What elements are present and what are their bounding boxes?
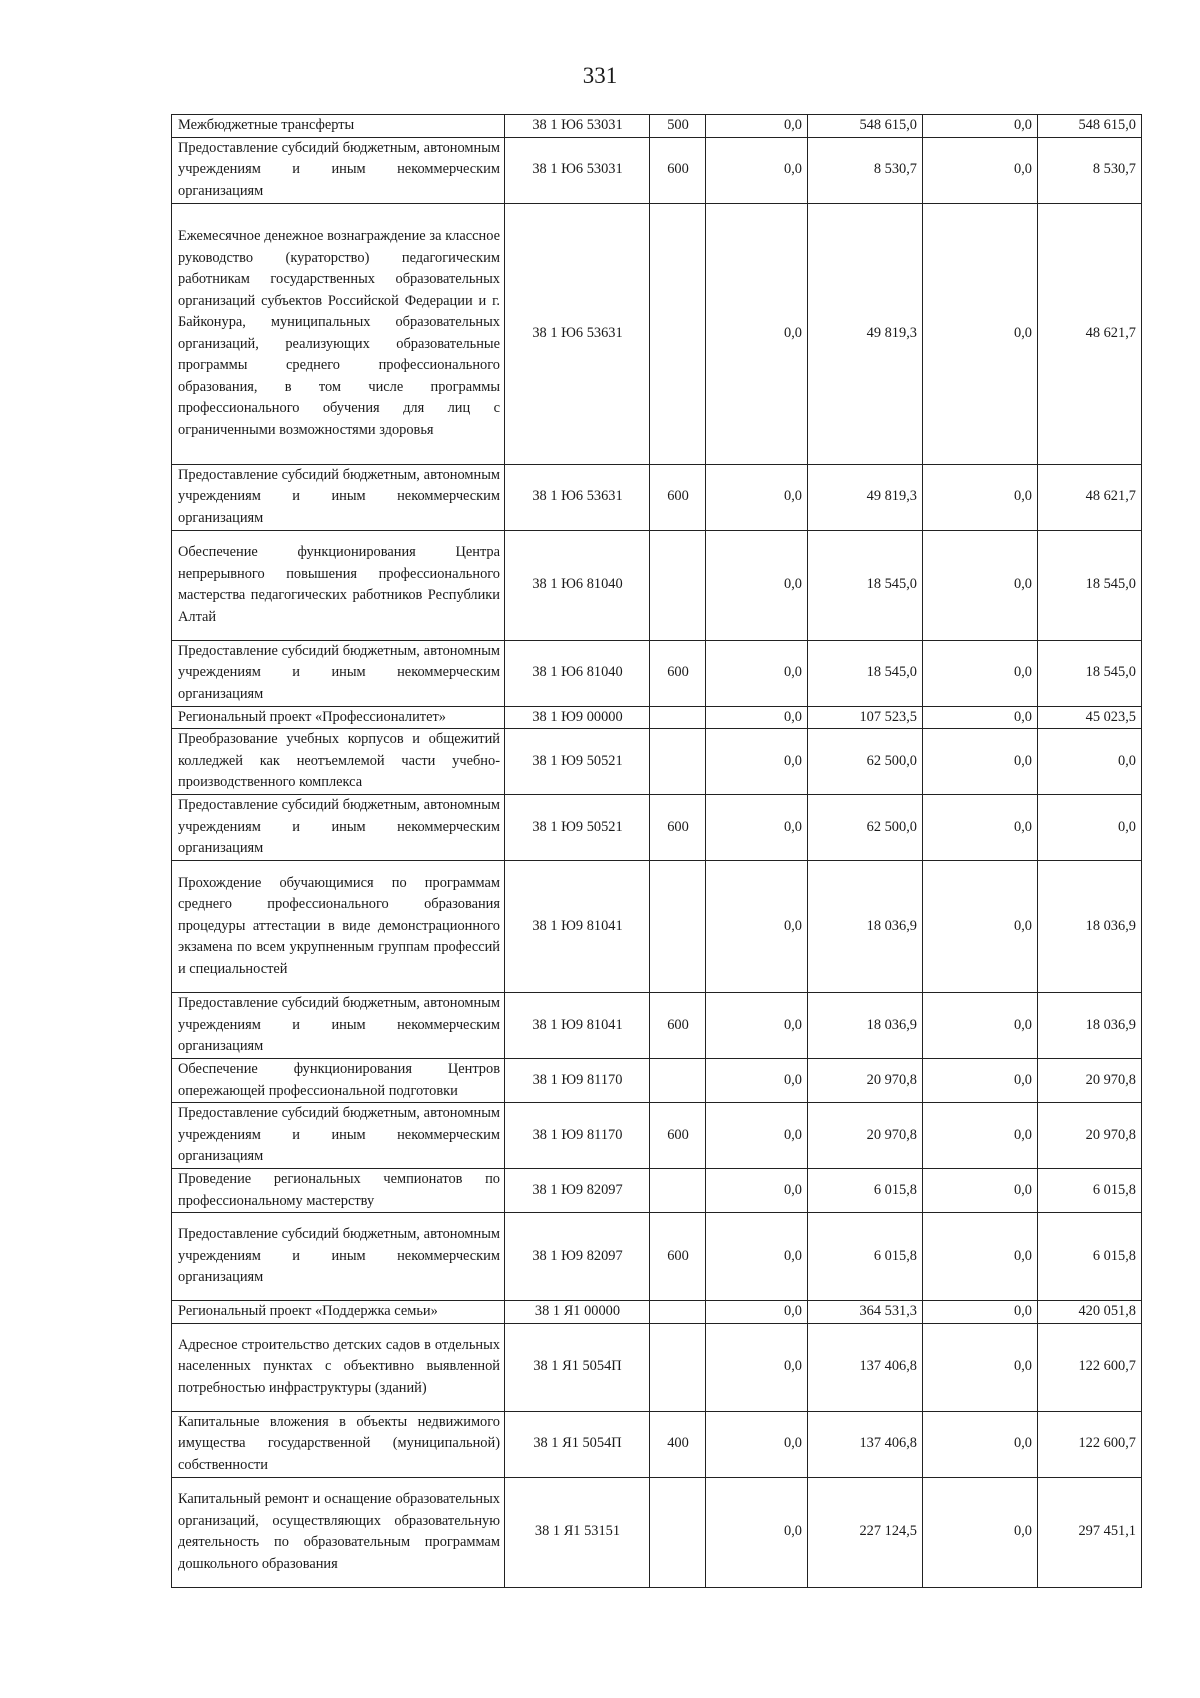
row-value-4-cell: 48 621,7 xyxy=(1038,203,1142,464)
row-expense-type-cell xyxy=(650,203,706,464)
row-value-2-cell: 107 523,5 xyxy=(808,706,923,729)
row-value-4-cell: 0,0 xyxy=(1038,729,1142,795)
row-value-4-cell: 6 015,8 xyxy=(1038,1169,1142,1213)
page-number: 331 xyxy=(582,63,618,88)
row-value-2-cell: 49 819,3 xyxy=(808,464,923,530)
row-value-1-cell: 0,0 xyxy=(706,1411,808,1477)
row-value-3-cell: 0,0 xyxy=(923,729,1038,795)
row-code-cell: 38 1 Ю9 81041 xyxy=(505,861,650,993)
row-value-2-cell: 8 530,7 xyxy=(808,137,923,203)
row-value-2-cell: 62 500,0 xyxy=(808,795,923,861)
table-row xyxy=(172,729,1142,795)
row-name-cell: Предоставление субсидий бюджетным, автономным учреждениям и иным некоммерческим организациям xyxy=(172,1213,505,1301)
row-value-1-cell: 0,0 xyxy=(706,640,808,706)
row-code-cell: 38 1 Ю6 53031 xyxy=(505,115,650,138)
row-expense-type-cell xyxy=(650,1477,706,1587)
row-value-2-cell: 62 500,0 xyxy=(808,729,923,795)
row-value-4-cell: 122 600,7 xyxy=(1038,1323,1142,1411)
row-value-1-cell: 0,0 xyxy=(706,530,808,640)
row-name-cell: Обеспечение функционирования Центров опережающей профессиональной подготовки xyxy=(172,1059,505,1103)
row-value-2-cell: 364 531,3 xyxy=(808,1301,923,1324)
row-name-cell: Адресное строительство детских садов в отдельных населенных пунктах с объективно выявленной потребностью инфраструктуры (зданий) xyxy=(172,1323,505,1411)
row-value-3-cell: 0,0 xyxy=(923,1169,1038,1213)
row-value-3-cell: 0,0 xyxy=(923,1103,1038,1169)
table-row xyxy=(172,861,1142,993)
row-code-cell: 38 1 Ю9 81041 xyxy=(505,993,650,1059)
row-value-3-cell: 0,0 xyxy=(923,1059,1038,1103)
row-value-1-cell: 0,0 xyxy=(706,993,808,1059)
row-value-1-cell: 0,0 xyxy=(706,1169,808,1213)
row-value-3-cell: 0,0 xyxy=(923,530,1038,640)
row-value-4-cell: 48 621,7 xyxy=(1038,464,1142,530)
row-code-cell: 38 1 Ю9 50521 xyxy=(505,729,650,795)
row-value-3-cell: 0,0 xyxy=(923,137,1038,203)
row-name-cell: Ежемесячное денежное вознаграждение за классное руководство (кураторство) педагогическим работникам государственных образовательных организаций субъектов Российской Федерации и г. Байконура, муниципальных образовательных организаций, реализующих образовательные программы среднего профессионального образования, в том числе программы профессионального обучения для лиц с ограниченными возможностями здоровья xyxy=(172,203,505,464)
row-code-cell: 38 1 Ю9 81170 xyxy=(505,1103,650,1169)
row-name-cell: Предоставление субсидий бюджетным, автономным учреждениям и иным некоммерческим организациям xyxy=(172,640,505,706)
row-code-cell: 38 1 Ю6 81040 xyxy=(505,640,650,706)
row-value-3-cell: 0,0 xyxy=(923,861,1038,993)
row-value-3-cell: 0,0 xyxy=(923,1477,1038,1587)
row-value-2-cell: 137 406,8 xyxy=(808,1411,923,1477)
row-value-1-cell: 0,0 xyxy=(706,1103,808,1169)
row-code-cell: 38 1 Ю6 81040 xyxy=(505,530,650,640)
row-code-cell: 38 1 Ю9 50521 xyxy=(505,795,650,861)
row-expense-type-cell xyxy=(650,530,706,640)
row-value-2-cell: 6 015,8 xyxy=(808,1169,923,1213)
table-row xyxy=(172,1411,1142,1477)
row-value-4-cell: 45 023,5 xyxy=(1038,706,1142,729)
row-name-cell: Предоставление субсидий бюджетным, автономным учреждениям и иным некоммерческим организациям xyxy=(172,137,505,203)
row-value-1-cell: 0,0 xyxy=(706,1301,808,1324)
row-value-2-cell: 548 615,0 xyxy=(808,115,923,138)
row-name-cell: Межбюджетные трансферты xyxy=(172,115,505,138)
row-value-2-cell: 137 406,8 xyxy=(808,1323,923,1411)
row-value-1-cell: 0,0 xyxy=(706,464,808,530)
row-expense-type-cell: 600 xyxy=(650,640,706,706)
budget-table xyxy=(171,114,1142,1588)
table-row xyxy=(172,464,1142,530)
row-expense-type-cell xyxy=(650,1059,706,1103)
row-value-2-cell: 18 545,0 xyxy=(808,530,923,640)
row-expense-type-cell: 600 xyxy=(650,464,706,530)
row-value-1-cell: 0,0 xyxy=(706,1059,808,1103)
table-row xyxy=(172,640,1142,706)
table-row xyxy=(172,530,1142,640)
row-expense-type-cell: 600 xyxy=(650,1103,706,1169)
row-name-cell: Региональный проект «Поддержка семьи» xyxy=(172,1301,505,1324)
row-value-4-cell: 18 036,9 xyxy=(1038,993,1142,1059)
row-expense-type-cell xyxy=(650,706,706,729)
table-row xyxy=(172,115,1142,138)
row-value-4-cell: 6 015,8 xyxy=(1038,1213,1142,1301)
table-row xyxy=(172,706,1142,729)
row-value-4-cell: 20 970,8 xyxy=(1038,1059,1142,1103)
row-code-cell: 38 1 Я1 53151 xyxy=(505,1477,650,1587)
row-value-1-cell: 0,0 xyxy=(706,137,808,203)
row-value-2-cell: 227 124,5 xyxy=(808,1477,923,1587)
row-expense-type-cell: 600 xyxy=(650,1213,706,1301)
row-value-2-cell: 18 545,0 xyxy=(808,640,923,706)
row-code-cell: 38 1 Ю6 53631 xyxy=(505,203,650,464)
row-value-3-cell: 0,0 xyxy=(923,1411,1038,1477)
row-expense-type-cell xyxy=(650,729,706,795)
table-row xyxy=(172,1323,1142,1411)
table-row xyxy=(172,795,1142,861)
table-row xyxy=(172,137,1142,203)
row-name-cell: Обеспечение функционирования Центра непрерывного повышения профессионального мастерства педагогических работников Республики Алтай xyxy=(172,530,505,640)
row-code-cell: 38 1 Ю9 82097 xyxy=(505,1169,650,1213)
row-expense-type-cell: 500 xyxy=(650,115,706,138)
row-value-3-cell: 0,0 xyxy=(923,203,1038,464)
row-name-cell: Капитальные вложения в объекты недвижимого имущества государственной (муниципальной) собственности xyxy=(172,1411,505,1477)
row-expense-type-cell xyxy=(650,1323,706,1411)
row-code-cell: 38 1 Ю9 81170 xyxy=(505,1059,650,1103)
row-value-2-cell: 6 015,8 xyxy=(808,1213,923,1301)
row-value-3-cell: 0,0 xyxy=(923,640,1038,706)
table-row xyxy=(172,1213,1142,1301)
table-row xyxy=(172,1103,1142,1169)
row-value-2-cell: 49 819,3 xyxy=(808,203,923,464)
row-value-4-cell: 122 600,7 xyxy=(1038,1411,1142,1477)
row-value-4-cell: 18 036,9 xyxy=(1038,861,1142,993)
row-value-2-cell: 20 970,8 xyxy=(808,1059,923,1103)
row-value-3-cell: 0,0 xyxy=(923,115,1038,138)
row-code-cell: 38 1 Я1 5054П xyxy=(505,1323,650,1411)
row-expense-type-cell: 400 xyxy=(650,1411,706,1477)
row-code-cell: 38 1 Ю9 82097 xyxy=(505,1213,650,1301)
row-code-cell: 38 1 Я1 00000 xyxy=(505,1301,650,1324)
row-name-cell: Капитальный ремонт и оснащение образовательных организаций, осуществляющих образовательную деятельность по образовательным программам дошкольного образования xyxy=(172,1477,505,1587)
row-name-cell: Предоставление субсидий бюджетным, автономным учреждениям и иным некоммерческим организациям xyxy=(172,464,505,530)
row-value-1-cell: 0,0 xyxy=(706,729,808,795)
row-name-cell: Региональный проект «Профессионалитет» xyxy=(172,706,505,729)
table-row xyxy=(172,1477,1142,1587)
row-value-1-cell: 0,0 xyxy=(706,1213,808,1301)
row-value-4-cell: 8 530,7 xyxy=(1038,137,1142,203)
row-code-cell: 38 1 Ю6 53631 xyxy=(505,464,650,530)
row-expense-type-cell: 600 xyxy=(650,795,706,861)
row-code-cell: 38 1 Ю6 53031 xyxy=(505,137,650,203)
row-value-1-cell: 0,0 xyxy=(706,1323,808,1411)
row-name-cell: Предоставление субсидий бюджетным, автономным учреждениям и иным некоммерческим организациям xyxy=(172,993,505,1059)
row-value-2-cell: 18 036,9 xyxy=(808,993,923,1059)
row-name-cell: Преобразование учебных корпусов и общежитий колледжей как неотъемлемой части учебно-производственного комплекса xyxy=(172,729,505,795)
row-value-4-cell: 297 451,1 xyxy=(1038,1477,1142,1587)
row-value-3-cell: 0,0 xyxy=(923,464,1038,530)
row-value-3-cell: 0,0 xyxy=(923,795,1038,861)
row-code-cell: 38 1 Я1 5054П xyxy=(505,1411,650,1477)
row-value-4-cell: 18 545,0 xyxy=(1038,530,1142,640)
row-name-cell: Проведение региональных чемпионатов по профессиональному мастерству xyxy=(172,1169,505,1213)
table-row xyxy=(172,993,1142,1059)
row-value-3-cell: 0,0 xyxy=(923,1323,1038,1411)
row-value-1-cell: 0,0 xyxy=(706,795,808,861)
row-value-2-cell: 18 036,9 xyxy=(808,861,923,993)
row-value-4-cell: 548 615,0 xyxy=(1038,115,1142,138)
row-value-3-cell: 0,0 xyxy=(923,1301,1038,1324)
row-value-2-cell: 20 970,8 xyxy=(808,1103,923,1169)
row-value-4-cell: 20 970,8 xyxy=(1038,1103,1142,1169)
table-row xyxy=(172,203,1142,464)
row-value-1-cell: 0,0 xyxy=(706,115,808,138)
row-value-3-cell: 0,0 xyxy=(923,1213,1038,1301)
row-value-4-cell: 420 051,8 xyxy=(1038,1301,1142,1324)
table-row xyxy=(172,1301,1142,1324)
row-value-1-cell: 0,0 xyxy=(706,1477,808,1587)
row-name-cell: Предоставление субсидий бюджетным, автономным учреждениям и иным некоммерческим организациям xyxy=(172,795,505,861)
row-expense-type-cell xyxy=(650,861,706,993)
row-code-cell: 38 1 Ю9 00000 xyxy=(505,706,650,729)
row-expense-type-cell xyxy=(650,1169,706,1213)
row-name-cell: Прохождение обучающимися по программам среднего профессионального образования процедуры аттестации в виде демонстрационного экзамена по всем укрупненным группам профессий и специальностей xyxy=(172,861,505,993)
row-expense-type-cell: 600 xyxy=(650,137,706,203)
row-expense-type-cell: 600 xyxy=(650,993,706,1059)
row-value-3-cell: 0,0 xyxy=(923,706,1038,729)
row-value-1-cell: 0,0 xyxy=(706,203,808,464)
row-value-3-cell: 0,0 xyxy=(923,993,1038,1059)
row-expense-type-cell xyxy=(650,1301,706,1324)
table-row xyxy=(172,1169,1142,1213)
row-name-cell: Предоставление субсидий бюджетным, автономным учреждениям и иным некоммерческим организациям xyxy=(172,1103,505,1169)
row-value-4-cell: 18 545,0 xyxy=(1038,640,1142,706)
row-value-1-cell: 0,0 xyxy=(706,706,808,729)
table-row xyxy=(172,1059,1142,1103)
row-value-4-cell: 0,0 xyxy=(1038,795,1142,861)
row-value-1-cell: 0,0 xyxy=(706,861,808,993)
